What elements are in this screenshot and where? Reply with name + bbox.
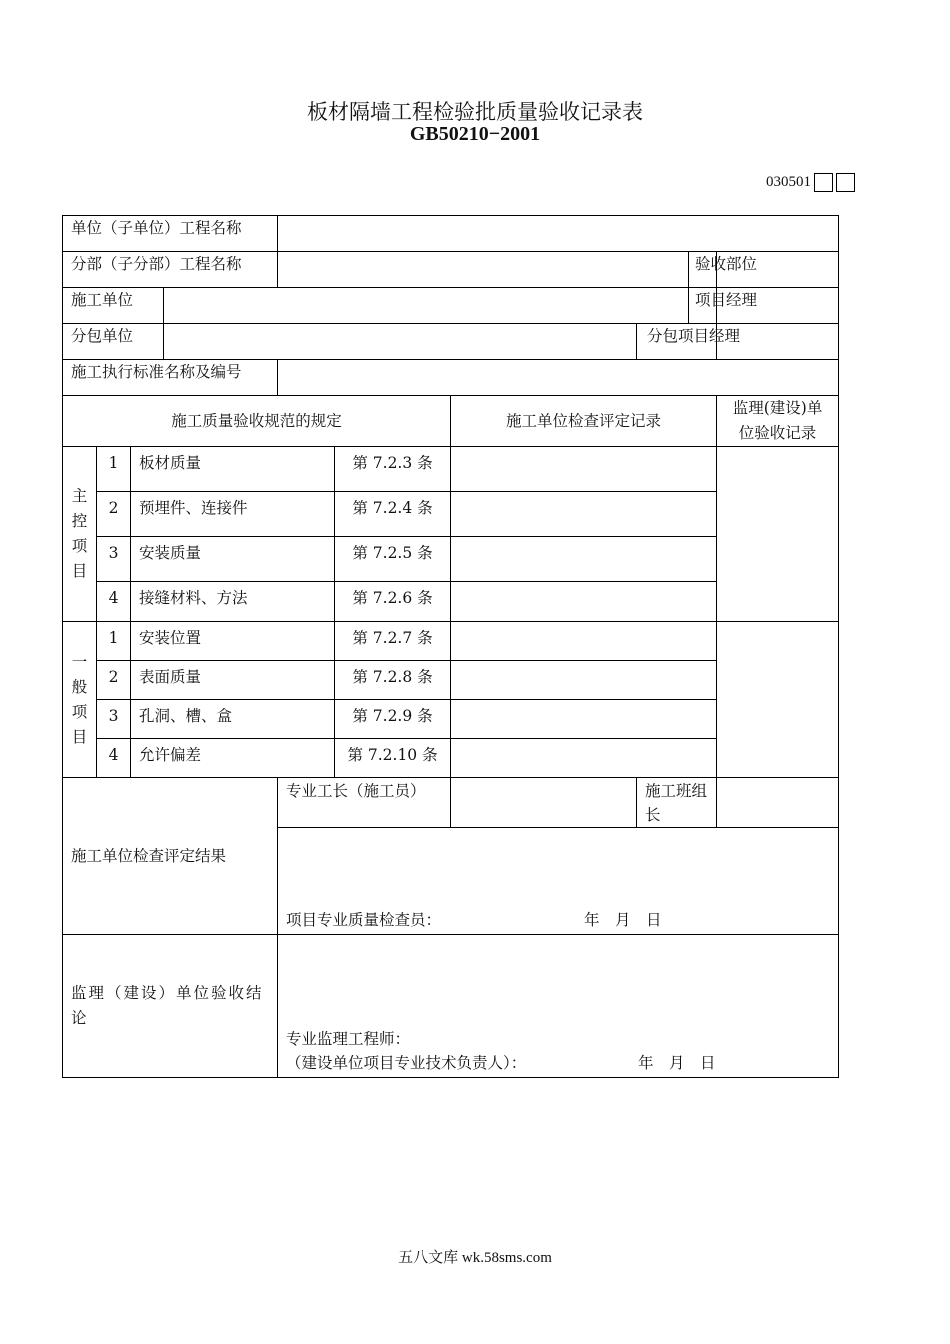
supervision-label: 监理（建设）单位验收结论 bbox=[63, 935, 278, 1078]
contractor-record-header: 施工单位检查评定记录 bbox=[451, 396, 717, 447]
general-item-record[interactable] bbox=[451, 661, 717, 700]
general-item-clause: 第 7.2.7 条 bbox=[335, 622, 451, 661]
general-item-name: 孔洞、槽、盒 bbox=[131, 700, 335, 739]
general-item-record[interactable] bbox=[451, 622, 717, 661]
standard-value[interactable] bbox=[278, 360, 839, 396]
main-item-name: 接缝材料、方法 bbox=[131, 582, 335, 622]
form-code-number: 030501 bbox=[766, 174, 811, 190]
code-box-1[interactable] bbox=[814, 173, 833, 192]
general-item-no: 3 bbox=[97, 700, 131, 739]
result-signature-area[interactable] bbox=[278, 828, 839, 935]
standard-code: GB50210−2001 bbox=[409, 123, 541, 145]
main-item-clause: 第 7.2.3 条 bbox=[335, 447, 451, 492]
result-date: 年 月 日 bbox=[584, 911, 662, 929]
supervisor-record-header: 监理(建设)单位验收记录 bbox=[717, 396, 839, 447]
main-item-no: 3 bbox=[97, 537, 131, 582]
owner-label: （建设单位项目专业技术负责人）： bbox=[286, 1054, 527, 1072]
main-item-no: 4 bbox=[97, 582, 131, 622]
sub-project-value[interactable] bbox=[278, 252, 689, 288]
spec-header: 施工质量验收规范的规定 bbox=[63, 396, 451, 447]
acceptance-part-label: 验收部位 bbox=[689, 252, 717, 288]
main-item-no: 1 bbox=[97, 447, 131, 492]
main-item-name: 预埋件、连接件 bbox=[131, 492, 335, 537]
team-leader-value[interactable] bbox=[717, 778, 839, 828]
code-box-2[interactable] bbox=[836, 173, 855, 192]
inspection-form-table bbox=[62, 215, 839, 1078]
supervision-signature-area[interactable] bbox=[278, 935, 839, 1078]
team-leader-label: 施工班组长 bbox=[637, 778, 717, 828]
foreman-label: 专业工长（施工员） bbox=[278, 778, 451, 828]
form-code bbox=[766, 173, 855, 192]
main-item-no: 2 bbox=[97, 492, 131, 537]
unit-project-label: 单位（子单位）工程名称 bbox=[63, 216, 278, 252]
main-item-record[interactable] bbox=[451, 537, 717, 582]
standard-label: 施工执行标准名称及编号 bbox=[63, 360, 278, 396]
general-item-name: 表面质量 bbox=[131, 661, 335, 700]
general-item-clause: 第 7.2.10 条 bbox=[335, 739, 451, 778]
general-items-label: 一 般 项 目 bbox=[63, 622, 97, 778]
sub-project-label: 分部（子分部）工程名称 bbox=[63, 252, 278, 288]
sub-project-manager-label: 分包项目经理 bbox=[637, 324, 717, 360]
main-item-clause: 第 7.2.6 条 bbox=[335, 582, 451, 622]
general-item-name: 安装位置 bbox=[131, 622, 335, 661]
main-item-clause: 第 7.2.5 条 bbox=[335, 537, 451, 582]
general-item-no: 1 bbox=[97, 622, 131, 661]
subcontractor-value[interactable] bbox=[164, 324, 637, 360]
project-manager-label: 项目经理 bbox=[689, 288, 717, 324]
result-label: 施工单位检查评定结果 bbox=[63, 778, 278, 935]
general-item-name: 允许偏差 bbox=[131, 739, 335, 778]
general-item-no: 2 bbox=[97, 661, 131, 700]
footer-watermark: 五八文库 wk.58sms.com bbox=[398, 1250, 552, 1266]
form-title: 板材隔墙工程检验批质量验收记录表 bbox=[307, 100, 643, 124]
general-items-supervisor-record[interactable] bbox=[717, 622, 839, 778]
main-item-name: 安装质量 bbox=[131, 537, 335, 582]
general-item-clause: 第 7.2.8 条 bbox=[335, 661, 451, 700]
general-item-record[interactable] bbox=[451, 700, 717, 739]
construction-unit-value[interactable] bbox=[164, 288, 689, 324]
main-item-record[interactable] bbox=[451, 492, 717, 537]
general-item-no: 4 bbox=[97, 739, 131, 778]
inspector-label: 项目专业质量检查员： bbox=[286, 911, 442, 929]
unit-project-value[interactable] bbox=[278, 216, 839, 252]
main-items-supervisor-record[interactable] bbox=[717, 447, 839, 622]
main-item-clause: 第 7.2.4 条 bbox=[335, 492, 451, 537]
construction-unit-label: 施工单位 bbox=[63, 288, 164, 324]
main-item-record[interactable] bbox=[451, 582, 717, 622]
main-item-name: 板材质量 bbox=[131, 447, 335, 492]
foreman-value[interactable] bbox=[451, 778, 637, 828]
main-items-label: 主 控 项 目 bbox=[63, 447, 97, 622]
supervision-date: 年 月 日 bbox=[638, 1054, 716, 1072]
main-item-record[interactable] bbox=[451, 447, 717, 492]
subcontractor-label: 分包单位 bbox=[63, 324, 164, 360]
general-item-record[interactable] bbox=[451, 739, 717, 778]
general-item-clause: 第 7.2.9 条 bbox=[335, 700, 451, 739]
engineer-label: 专业监理工程师： bbox=[286, 1030, 411, 1048]
